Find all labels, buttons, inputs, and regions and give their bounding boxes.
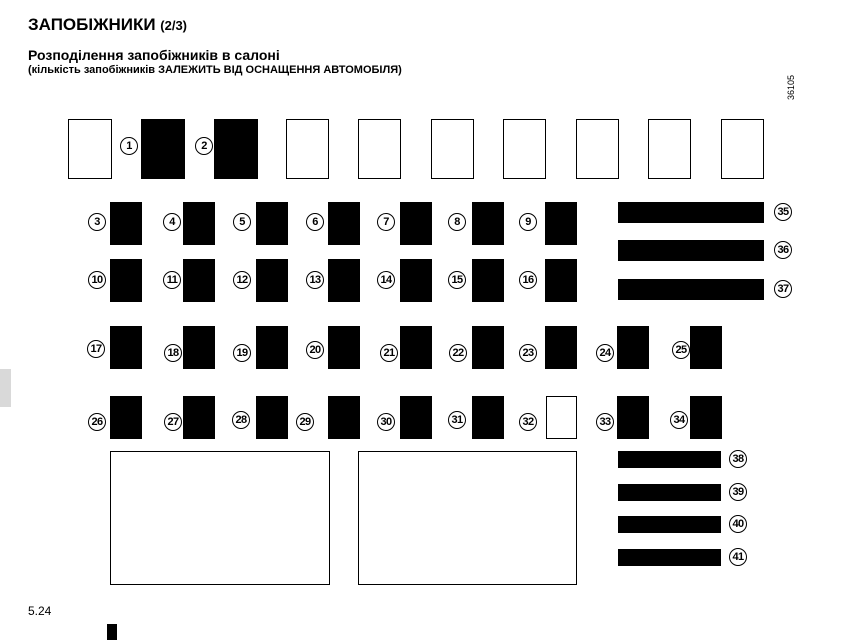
fuse-label-4: 4 xyxy=(163,213,181,231)
fuse-label-34: 34 xyxy=(670,411,688,429)
module-outline-right xyxy=(358,451,577,585)
fuse-34 xyxy=(690,396,722,439)
fuse-label-36: 36 xyxy=(774,241,792,259)
fuse-label-25: 25 xyxy=(672,341,690,359)
relay-slot-2 xyxy=(214,119,258,179)
fuse-label-37: 37 xyxy=(774,280,792,298)
fuse-label-17: 17 xyxy=(87,340,105,358)
fuse-30 xyxy=(400,396,432,439)
fuse-label-2: 2 xyxy=(195,137,213,155)
fuse-24 xyxy=(617,326,649,369)
section-subtitle: Розподілення запобіжників в салоні xyxy=(28,47,280,63)
fuse-label-39: 39 xyxy=(729,483,747,501)
fuse-label-27: 27 xyxy=(164,413,182,431)
fuse-40 xyxy=(618,516,721,533)
fuse-label-31: 31 xyxy=(448,411,466,429)
fuse-label-30: 30 xyxy=(377,413,395,431)
relay-slot-empty-6 xyxy=(576,119,619,179)
page-title xyxy=(28,15,187,35)
fuse-38 xyxy=(618,451,721,468)
fuse-4 xyxy=(183,202,215,245)
fuse-7 xyxy=(400,202,432,245)
fuse-label-41: 41 xyxy=(729,548,747,566)
fuse-label-19: 19 xyxy=(233,344,251,362)
fuse-10 xyxy=(110,259,142,302)
fuse-label-11: 11 xyxy=(163,271,181,289)
fuse-label-5: 5 xyxy=(233,213,251,231)
fuse-32 xyxy=(546,396,577,439)
fuse-12 xyxy=(256,259,288,302)
fuse-label-6: 6 xyxy=(306,213,324,231)
fuse-label-12: 12 xyxy=(233,271,251,289)
fuse-label-28: 28 xyxy=(232,411,250,429)
fuse-label-21: 21 xyxy=(380,344,398,362)
fuse-16 xyxy=(545,259,577,302)
fuse-label-22: 22 xyxy=(449,344,467,362)
fuse-9 xyxy=(545,202,577,245)
fuse-label-38: 38 xyxy=(729,450,747,468)
fuse-label-9: 9 xyxy=(519,213,537,231)
fuse-31 xyxy=(472,396,504,439)
fuse-13 xyxy=(328,259,360,302)
relay-slot-empty-3 xyxy=(358,119,401,179)
fuse-11 xyxy=(183,259,215,302)
fuse-36 xyxy=(618,240,764,261)
fuse-label-10: 10 xyxy=(88,271,106,289)
reference-code: 36105 xyxy=(786,74,796,100)
page-number: 5.24 xyxy=(28,604,52,618)
fuse-6 xyxy=(328,202,360,245)
fuse-label-35: 35 xyxy=(774,203,792,221)
fuse-label-13: 13 xyxy=(306,271,324,289)
relay-slot-empty-7 xyxy=(648,119,691,179)
side-tab xyxy=(0,369,11,407)
fuse-18 xyxy=(183,326,215,369)
fuse-35 xyxy=(618,202,764,223)
fuse-15 xyxy=(472,259,504,302)
fuse-17 xyxy=(110,326,142,369)
fuse-label-16: 16 xyxy=(519,271,537,289)
fuse-39 xyxy=(618,484,721,501)
fuse-33 xyxy=(617,396,649,439)
fuse-27 xyxy=(183,396,215,439)
fuse-label-20: 20 xyxy=(306,341,324,359)
fuse-label-3: 3 xyxy=(88,213,106,231)
fuse-22 xyxy=(472,326,504,369)
relay-slot-empty-5 xyxy=(503,119,546,179)
fuse-label-8: 8 xyxy=(448,213,466,231)
fuse-label-1: 1 xyxy=(120,137,138,155)
section-note: (кількість запобіжників ЗАЛЕЖИТЬ ВІД ОСНАЩЕННЯ АВТОМОБІЛЯ) xyxy=(28,64,402,76)
fuse-3 xyxy=(110,202,142,245)
fuse-23 xyxy=(545,326,577,369)
fuse-29 xyxy=(328,396,360,439)
title-text: ЗАПОБІЖНИКИ xyxy=(28,15,156,34)
bottom-mark xyxy=(107,624,117,640)
relay-slot-empty-2 xyxy=(286,119,329,179)
fuse-14 xyxy=(400,259,432,302)
fuse-label-29: 29 xyxy=(296,413,314,431)
fuse-8 xyxy=(472,202,504,245)
fuse-label-23: 23 xyxy=(519,344,537,362)
title-suffix: (2/3) xyxy=(160,18,188,33)
fuse-label-15: 15 xyxy=(448,271,466,289)
fuse-label-14: 14 xyxy=(377,271,395,289)
fuse-26 xyxy=(110,396,142,439)
relay-slot-1 xyxy=(141,119,185,179)
fuse-label-7: 7 xyxy=(377,213,395,231)
fuse-5 xyxy=(256,202,288,245)
fuse-label-24: 24 xyxy=(596,344,614,362)
fuse-label-33: 33 xyxy=(596,413,614,431)
relay-slot-empty-1 xyxy=(68,119,112,179)
fuse-37 xyxy=(618,279,764,300)
fuse-20 xyxy=(328,326,360,369)
fuse-label-32: 32 xyxy=(519,413,537,431)
fuse-19 xyxy=(256,326,288,369)
fuse-label-18: 18 xyxy=(164,344,182,362)
fuse-25 xyxy=(690,326,722,369)
fuse-label-26: 26 xyxy=(88,413,106,431)
fuse-label-40: 40 xyxy=(729,515,747,533)
relay-slot-empty-4 xyxy=(431,119,474,179)
module-outline-left xyxy=(110,451,330,585)
fuse-28 xyxy=(256,396,288,439)
relay-slot-empty-8 xyxy=(721,119,764,179)
fuse-41 xyxy=(618,549,721,566)
fuse-21 xyxy=(400,326,432,369)
